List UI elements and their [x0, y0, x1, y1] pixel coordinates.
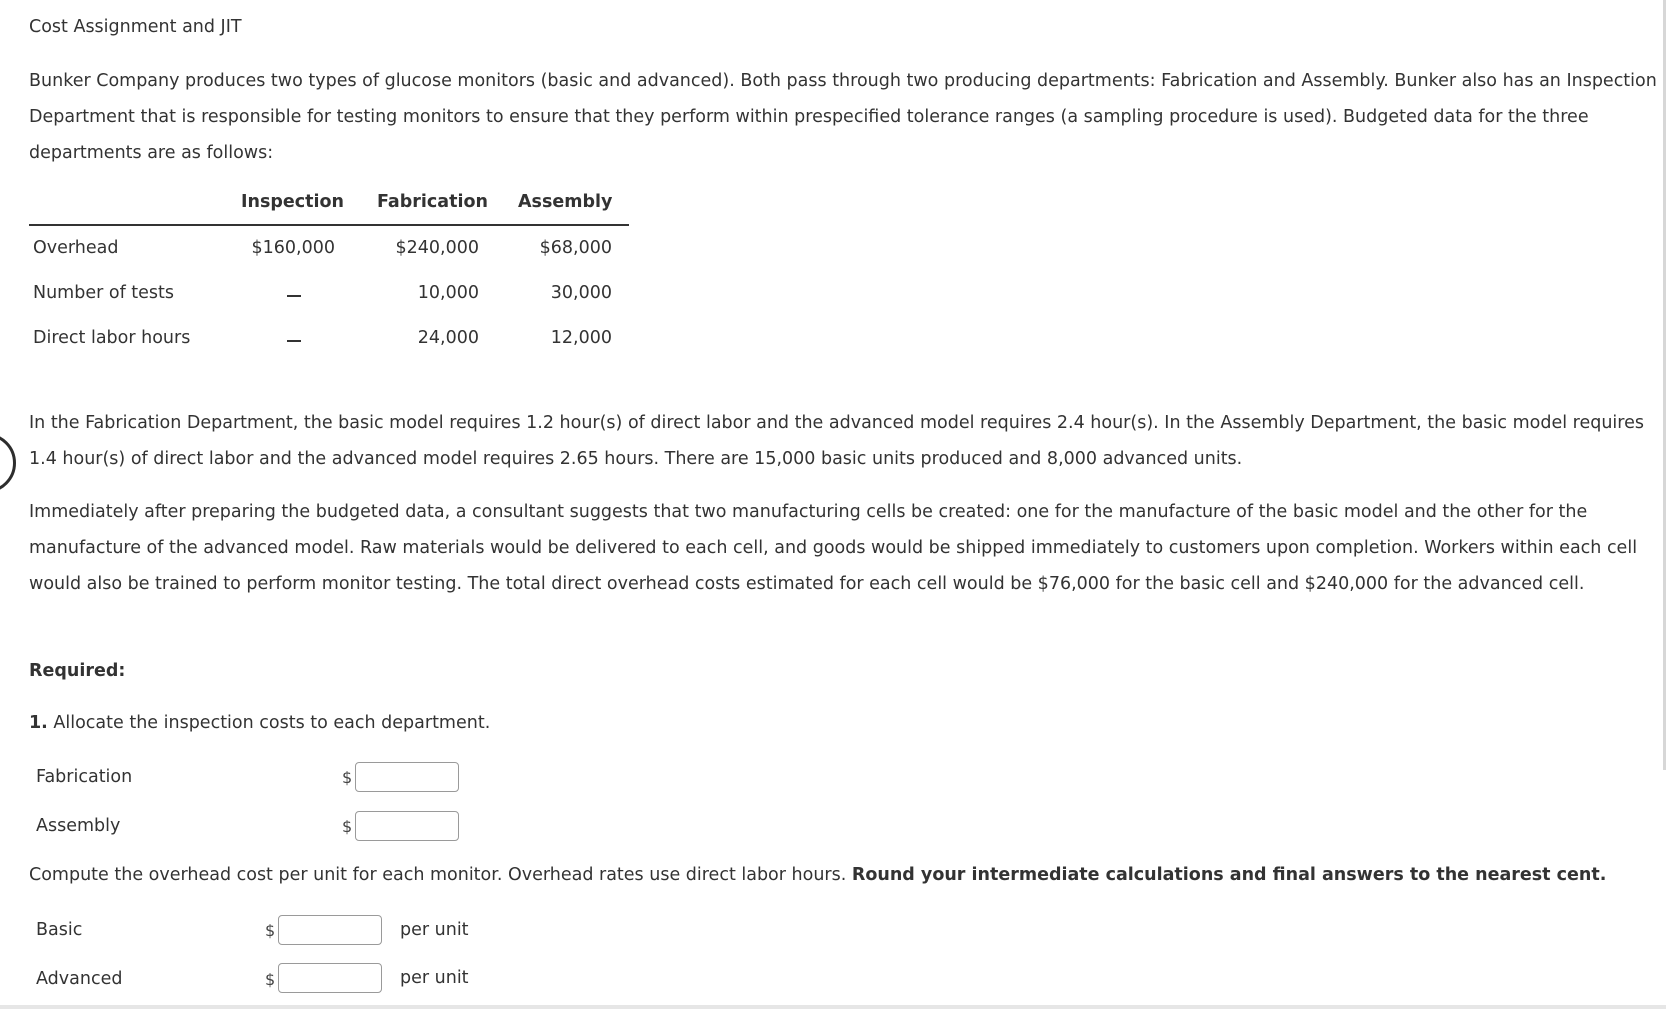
- basic-label: Basic: [36, 920, 83, 940]
- row-label-tests: Number of tests: [33, 283, 175, 303]
- question-1-text: Allocate the inspection costs to each department.: [53, 713, 491, 733]
- cell-tests-inspection-dash: [287, 295, 301, 297]
- row-label-dlh: Direct labor hours: [33, 328, 191, 348]
- advanced-dollar-sign: $: [265, 970, 276, 989]
- compute-text: Compute the overhead cost per unit for each monitor. Overhead rates use direct labor hours.: [29, 865, 847, 885]
- fabrication-input[interactable]: [355, 762, 459, 792]
- labor-paragraph: In the Fabrication Department, the basic model requires 1.2 hour(s) of direct labor and the advanced model requires 2.4 hour(s). In the Assembly Department, the basic model requires 1.4 hour(s) of direct labor and the advanced model requires 2.65 hours. There are 15,000 basic units produced and 8,000 advanced units.: [29, 413, 1644, 469]
- row-label-overhead: Overhead: [33, 238, 119, 258]
- cell-dlh-fabrication: 24,000: [417, 328, 479, 348]
- fabrication-label: Fabrication: [36, 767, 133, 787]
- header-inspection: Inspection: [241, 192, 345, 212]
- fabrication-dollar-sign: $: [342, 768, 353, 787]
- assembly-label: Assembly: [36, 816, 121, 836]
- question-1-number: 1.: [29, 713, 48, 733]
- advanced-per-unit-label: per unit: [400, 968, 469, 988]
- basic-per-unit-label: per unit: [400, 920, 469, 940]
- partial-circle-decoration: [0, 433, 16, 493]
- required-heading: Required:: [29, 661, 126, 681]
- basic-input[interactable]: [278, 915, 382, 945]
- cells-paragraph: Immediately after preparing the budgeted data, a consultant suggests that two manufacturing cells be created: one for the manufacture of the basic model and the other for the manufacture of the advanced model. Raw materials would be delivered to each cell, and goods would be shipped immediately to customers upon completion. Workers within each cell would also be trained to perform monitor testing. The total direct overhead costs estimated for each cell would be $76,000 for the basic cell and $240,000 for the advanced cell.: [29, 502, 1638, 594]
- cell-tests-assembly: 30,000: [550, 283, 612, 303]
- cell-dlh-assembly: 12,000: [550, 328, 612, 348]
- basic-dollar-sign: $: [265, 921, 276, 940]
- cell-overhead-inspection: $160,000: [251, 238, 335, 258]
- header-fabrication: Fabrication: [377, 192, 488, 212]
- bottom-bar: [0, 1005, 1666, 1009]
- question-1: [29, 713, 490, 733]
- compute-rounding-note: Round your intermediate calculations and final answers to the nearest cent.: [851, 865, 1607, 885]
- page-title: Cost Assignment and JIT: [29, 17, 242, 37]
- intro-paragraph: Bunker Company produces two types of glucose monitors (basic and advanced). Both pass through two producing departments: Fabrication and Assembly. Bunker also has an Inspection Department that is responsible for testing monitors to ensure that they perform within prespecified tolerance ranges (a sampling procedure is used). Budgeted data for the three departments are as follows:: [29, 71, 1657, 163]
- advanced-label: Advanced: [36, 969, 123, 989]
- cell-overhead-fabrication: $240,000: [395, 238, 479, 258]
- cell-overhead-assembly: $68,000: [539, 238, 612, 258]
- cell-tests-fabrication: 10,000: [417, 283, 479, 303]
- assembly-dollar-sign: $: [342, 817, 353, 836]
- header-assembly: Assembly: [518, 192, 613, 212]
- cell-dlh-inspection-dash: [287, 340, 301, 342]
- header-rule: [29, 224, 629, 226]
- assembly-input[interactable]: [355, 811, 459, 841]
- budget-table: [29, 186, 629, 361]
- compute-instruction: [29, 865, 1606, 885]
- advanced-input[interactable]: [278, 963, 382, 993]
